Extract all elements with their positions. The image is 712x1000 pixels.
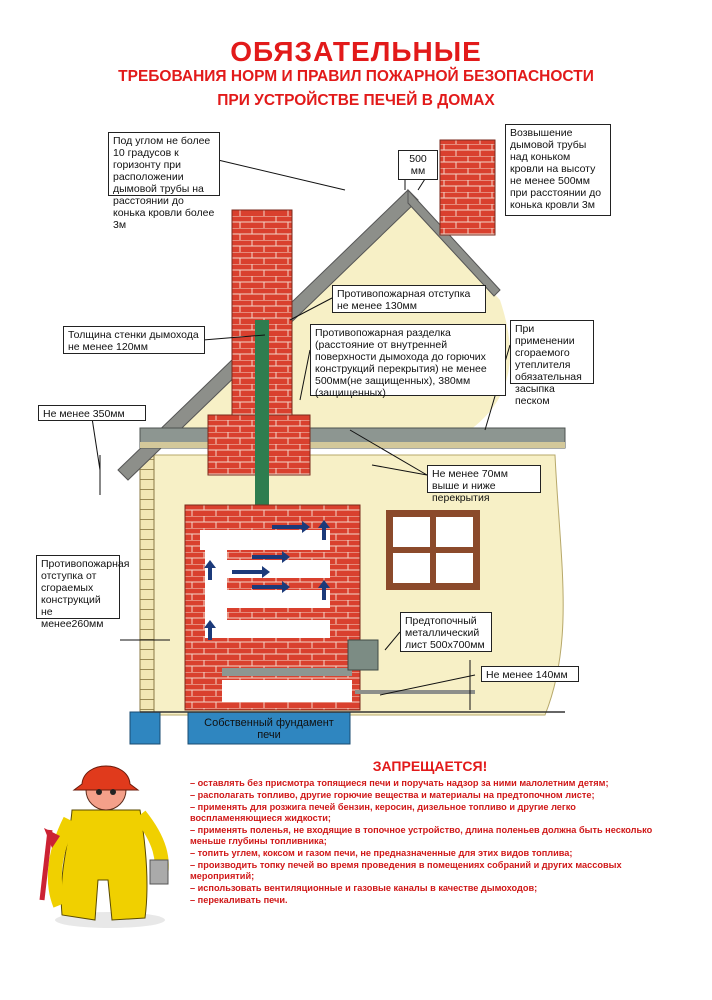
warning-item: – применять для розжига печей бензин, керосин, дизельное топливо и другие легко воспламеняющиеся жидкости; (190, 802, 576, 823)
callout-wall-120: Толщина стенки дымохода не менее 120мм (63, 326, 205, 354)
stove-door (348, 640, 378, 670)
callout-height-500: 500 мм (398, 150, 438, 180)
title-main: ОБЯЗАТЕЛЬНЫЕ (230, 36, 482, 67)
title-subtitle-1: ТРЕБОВАНИЯ НОРМ И ПРАВИЛ ПОЖАРНОЙ БЕЗОПАСНОСТИ (118, 68, 594, 85)
warning-item: – располагать топливо, другие горючие вещества и материалы на предтопочном листе; (190, 790, 595, 800)
warning-item: – производить топку печей во время проведения в помещениях собраний и других массовых мероприятий; (190, 860, 622, 881)
foundation-label: Собственный фундамент печи (204, 717, 334, 741)
flue-channel (255, 320, 269, 505)
callout-furnace-sheet: Предтопочный металлический лист 500х700мм (400, 612, 492, 652)
callout-setback-260: Противопожарная отступка от сгораемых конструкций не менее260мм (36, 555, 120, 619)
warning-item: – оставлять без присмотра топящиеся печи и поручать надзор за ними малолетним детям; (190, 778, 609, 788)
callout-insulation: При применении сгораемого утеплителя обязательная засыпка песком (510, 320, 594, 384)
callout-chimney-rise: Возвышение дымовой трубы над коньком кровли на высоту не менее 500мм при расстоянии до конька кровли 3м (505, 124, 611, 216)
callout-setback-130: Противопожарная отступка не менее 130мм (332, 285, 486, 313)
title-subtitle-2: ПРИ УСТРОЙСТВЕ ПЕЧЕЙ В ДОМАХ (217, 92, 495, 109)
warning-item: – использовать вентиляционные и газовые каналы в качестве дымоходов; (190, 883, 538, 893)
callout-min-140: Не менее 140мм (481, 666, 579, 682)
warning-item: – перекаливать печи. (190, 895, 288, 905)
callout-cutoff: Противопожарная разделка (расстояние от внутренней поверхности дымохода до горючих конструкций перекрытия) не менее 500мм(не защищенных), 380мм (защищенных) (310, 324, 506, 396)
warning-item: – применять поленья, не входящие в топочное устройство, длина поленьев должна быть несколько меньше глубины топливника; (190, 825, 653, 846)
callout-min-70: Не менее 70мм выше и ниже перекрытия (427, 465, 541, 493)
warning-item: – топить углем, коксом и газом печи, не предназначенные для этих видов топлива; (190, 848, 573, 858)
warning-title: ЗАПРЕЩАЕТСЯ! (372, 758, 488, 774)
callout-angle: Под углом не более 10 градусов к горизонту при расположении дымовой трубы на расстоянии до конька кровли более 3м (108, 132, 220, 196)
furnace-sheet (355, 690, 475, 694)
warning-list (190, 778, 670, 907)
callout-min-350: Не менее 350мм (38, 405, 146, 421)
window-frame (386, 510, 480, 590)
fireman-icon (42, 766, 168, 928)
log-wall (140, 455, 154, 715)
ridge-chimney (440, 140, 495, 235)
